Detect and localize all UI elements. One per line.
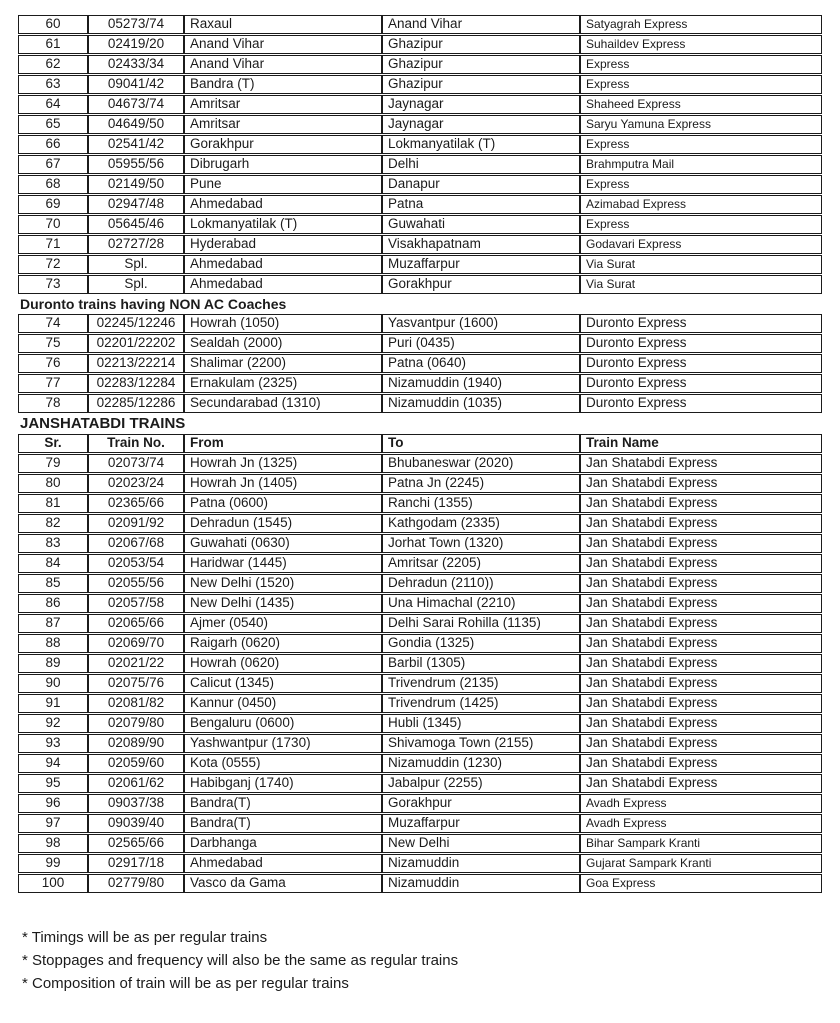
cell-from: New Delhi (1435) [184,594,382,613]
table-row [18,15,822,34]
cell-from: Raxaul [184,15,382,34]
cell-sr: 97 [18,814,88,833]
cell-sr: 76 [18,354,88,373]
cell-name: Saryu Yamuna Express [580,115,822,134]
cell-to: Muzaffarpur [382,255,580,274]
cell-no: 02021/22 [88,654,184,673]
cell-from: Amritsar [184,115,382,134]
cell-no: 02073/74 [88,454,184,473]
cell-to: Jaynagar [382,95,580,114]
cell-from: Pune [184,175,382,194]
cell-sr: 61 [18,35,88,54]
cell-to: Hubli (1345) [382,714,580,733]
cell-sr: 83 [18,534,88,553]
cell-to: Nizamuddin (1035) [382,394,580,413]
cell-no: 02067/68 [88,534,184,553]
cell-sr: 74 [18,314,88,333]
cell-name: Bihar Sampark Kranti [580,834,822,853]
cell-name: Shaheed Express [580,95,822,114]
cell-to: New Delhi [382,834,580,853]
cell-from: Bengaluru (0600) [184,714,382,733]
cell-to: Lokmanyatilak (T) [382,135,580,154]
cell-name: Avadh Express [580,814,822,833]
cell-name: Godavari Express [580,235,822,254]
cell-name: Jan Shatabdi Express [580,554,822,573]
cell-from: Guwahati (0630) [184,534,382,553]
cell-from: New Delhi (1520) [184,574,382,593]
cell-to: Ghazipur [382,55,580,74]
cell-sr: 96 [18,794,88,813]
cell-no: 02565/66 [88,834,184,853]
cell-no: 02065/66 [88,614,184,633]
cell-no: 05645/46 [88,215,184,234]
cell-to: Una Himachal (2210) [382,594,580,613]
cell-sr: 84 [18,554,88,573]
cell-no: 02727/28 [88,235,184,254]
cell-sr: 99 [18,854,88,873]
table-row [18,734,822,753]
cell-to: Nizamuddin [382,874,580,893]
table-row [18,275,822,294]
table-row [18,135,822,154]
cell-name: Duronto Express [580,374,822,393]
cell-name: Azimabad Express [580,195,822,214]
cell-name: Express [580,175,822,194]
table-row [18,694,822,713]
cell-name: Jan Shatabdi Express [580,754,822,773]
table-row [18,554,822,573]
train-table-janshatabdi [18,433,822,894]
cell-name: Jan Shatabdi Express [580,774,822,793]
table-row [18,195,822,214]
cell-from: Darbhanga [184,834,382,853]
table-row [18,474,822,493]
cell-sr: 72 [18,255,88,274]
cell-to: Yasvantpur (1600) [382,314,580,333]
section-header-duronto: Duronto trains having NON AC Coaches [20,296,287,312]
cell-to: Danapur [382,175,580,194]
cell-name: Jan Shatabdi Express [580,574,822,593]
cell-from: Ahmedabad [184,854,382,873]
train-table-duronto [18,313,822,414]
cell-name: Duronto Express [580,334,822,353]
cell-sr: 73 [18,275,88,294]
cell-sr: 65 [18,115,88,134]
cell-no: 02419/20 [88,35,184,54]
table-row [18,235,822,254]
cell-no: 02053/54 [88,554,184,573]
cell-no: 04649/50 [88,115,184,134]
footnotes [18,926,822,995]
cell-name: Jan Shatabdi Express [580,594,822,613]
table-row [18,794,822,813]
table-row [18,654,822,673]
cell-no: 09039/40 [88,814,184,833]
cell-sr: 70 [18,215,88,234]
cell-to: Ghazipur [382,35,580,54]
cell-from: Sealdah (2000) [184,334,382,353]
cell-no: 02779/80 [88,874,184,893]
cell-to: Barbil (1305) [382,654,580,673]
cell-sr: 95 [18,774,88,793]
cell-to: Dehradun (2110)) [382,574,580,593]
cell-from: Ahmedabad [184,275,382,294]
cell-name: Duronto Express [580,354,822,373]
cell-name: Jan Shatabdi Express [580,734,822,753]
cell-no: 02283/12284 [88,374,184,393]
cell-name: Jan Shatabdi Express [580,514,822,533]
cell-from: Ernakulam (2325) [184,374,382,393]
cell-from: Howrah (0620) [184,654,382,673]
table-row [18,354,822,373]
table-row [18,634,822,653]
cell-no: 02061/62 [88,774,184,793]
cell-no: 02917/18 [88,854,184,873]
cell-name: Suhaildev Express [580,35,822,54]
cell-name: Express [580,55,822,74]
cell-no: 02023/24 [88,474,184,493]
cell-from: Ahmedabad [184,195,382,214]
cell-sr: 66 [18,135,88,154]
cell-no: 02055/56 [88,574,184,593]
cell-name: Jan Shatabdi Express [580,614,822,633]
cell-from: Bandra (T) [184,75,382,94]
cell-to: Anand Vihar [382,15,580,34]
cell-no: 02081/82 [88,694,184,713]
cell-name: Express [580,135,822,154]
col-header-from: From [184,434,382,453]
train-table-regular-continued [18,14,822,295]
cell-from: Bandra(T) [184,814,382,833]
cell-from: Ajmer (0540) [184,614,382,633]
cell-from: Patna (0600) [184,494,382,513]
cell-sr: 79 [18,454,88,473]
cell-sr: 87 [18,614,88,633]
cell-to: Gorakhpur [382,275,580,294]
cell-sr: 75 [18,334,88,353]
cell-sr: 98 [18,834,88,853]
cell-to: Visakhapatnam [382,235,580,254]
table-row [18,454,822,473]
cell-sr: 90 [18,674,88,693]
table-row [18,255,822,274]
cell-no: Spl. [88,255,184,274]
cell-from: Bandra(T) [184,794,382,813]
cell-to: Kathgodam (2335) [382,514,580,533]
table-row [18,55,822,74]
cell-to: Puri (0435) [382,334,580,353]
cell-name: Express [580,75,822,94]
cell-sr: 88 [18,634,88,653]
cell-sr: 100 [18,874,88,893]
cell-no: 02079/80 [88,714,184,733]
cell-sr: 64 [18,95,88,114]
table-row [18,95,822,114]
table-row [18,374,822,393]
cell-from: Dehradun (1545) [184,514,382,533]
cell-to: Trivendrum (1425) [382,694,580,713]
cell-name: Duronto Express [580,394,822,413]
cell-name: Jan Shatabdi Express [580,674,822,693]
cell-name: Brahmputra Mail [580,155,822,174]
table-row [18,494,822,513]
cell-to: Gorakhpur [382,794,580,813]
cell-name: Avadh Express [580,794,822,813]
cell-from: Dibrugarh [184,155,382,174]
table-row [18,514,822,533]
cell-sr: 63 [18,75,88,94]
table-row [18,594,822,613]
cell-to: Amritsar (2205) [382,554,580,573]
cell-no: 02075/76 [88,674,184,693]
cell-sr: 69 [18,195,88,214]
cell-no: 02947/48 [88,195,184,214]
table-row [18,394,822,413]
cell-from: Howrah Jn (1325) [184,454,382,473]
cell-sr: 68 [18,175,88,194]
cell-from: Raigarh (0620) [184,634,382,653]
cell-no: 02365/66 [88,494,184,513]
table-row [18,814,822,833]
cell-from: Ahmedabad [184,255,382,274]
cell-name: Duronto Express [580,314,822,333]
cell-sr: 71 [18,235,88,254]
table-row [18,334,822,353]
cell-from: Secundarabad (1310) [184,394,382,413]
cell-to: Jabalpur (2255) [382,774,580,793]
cell-no: 02433/34 [88,55,184,74]
cell-from: Kota (0555) [184,754,382,773]
cell-from: Gorakhpur [184,135,382,154]
cell-to: Muzaffarpur [382,814,580,833]
cell-no: 02285/12286 [88,394,184,413]
cell-no: 09041/42 [88,75,184,94]
cell-sr: 92 [18,714,88,733]
table-row [18,534,822,553]
cell-from: Howrah (1050) [184,314,382,333]
column-header-row [18,434,822,453]
cell-from: Kannur (0450) [184,694,382,713]
cell-sr: 82 [18,514,88,533]
table-row [18,774,822,793]
col-header-sr: Sr. [18,434,88,453]
table-row [18,614,822,633]
cell-from: Yashwantpur (1730) [184,734,382,753]
cell-no: 05955/56 [88,155,184,174]
cell-no: 02089/90 [88,734,184,753]
cell-no: 05273/74 [88,15,184,34]
cell-name: Jan Shatabdi Express [580,694,822,713]
col-header-train-no: Train No. [88,434,184,453]
cell-name: Express [580,215,822,234]
cell-name: Gujarat Sampark Kranti [580,854,822,873]
cell-no: 09037/38 [88,794,184,813]
table-row [18,854,822,873]
cell-sr: 80 [18,474,88,493]
cell-to: Jorhat Town (1320) [382,534,580,553]
cell-name: Jan Shatabdi Express [580,654,822,673]
cell-to: Nizamuddin (1940) [382,374,580,393]
cell-sr: 91 [18,694,88,713]
cell-from: Vasco da Gama [184,874,382,893]
cell-to: Ghazipur [382,75,580,94]
cell-to: Guwahati [382,215,580,234]
cell-name: Jan Shatabdi Express [580,474,822,493]
cell-to: Delhi Sarai Rohilla (1135) [382,614,580,633]
cell-from: Habibganj (1740) [184,774,382,793]
cell-sr: 67 [18,155,88,174]
cell-sr: 86 [18,594,88,613]
cell-from: Howrah Jn (1405) [184,474,382,493]
cell-to: Patna [382,195,580,214]
table-row [18,155,822,174]
cell-from: Amritsar [184,95,382,114]
cell-to: Jaynagar [382,115,580,134]
table-row [18,874,822,893]
cell-to: Bhubaneswar (2020) [382,454,580,473]
table-row [18,834,822,853]
cell-name: Jan Shatabdi Express [580,634,822,653]
footnote-timings: * Timings will be as per regular trains [22,929,268,946]
cell-no: 02091/92 [88,514,184,533]
section-header-janshatabdi: JANSHATABDI TRAINS [20,415,186,432]
cell-to: Nizamuddin [382,854,580,873]
cell-no: 02541/42 [88,135,184,154]
table-row [18,674,822,693]
cell-no: 02149/50 [88,175,184,194]
cell-sr: 85 [18,574,88,593]
cell-from: Lokmanyatilak (T) [184,215,382,234]
cell-sr: 78 [18,394,88,413]
cell-name: Via Surat [580,275,822,294]
table-row [18,574,822,593]
cell-no: 02069/70 [88,634,184,653]
cell-sr: 60 [18,15,88,34]
cell-name: Goa Express [580,874,822,893]
footnote-stoppages: * Stoppages and frequency will also be the same as regular trains [22,952,459,969]
table-row [18,215,822,234]
cell-name: Jan Shatabdi Express [580,714,822,733]
cell-name: Jan Shatabdi Express [580,454,822,473]
cell-no: 02057/58 [88,594,184,613]
col-header-train-name: Train Name [580,434,822,453]
cell-name: Satyagrah Express [580,15,822,34]
cell-name: Via Surat [580,255,822,274]
cell-from: Calicut (1345) [184,674,382,693]
cell-from: Shalimar (2200) [184,354,382,373]
cell-from: Anand Vihar [184,35,382,54]
footnote-composition: * Composition of train will be as per regular trains [22,975,349,992]
cell-name: Jan Shatabdi Express [580,494,822,513]
cell-name: Jan Shatabdi Express [580,534,822,553]
cell-to: Shivamoga Town (2155) [382,734,580,753]
cell-no: 02059/60 [88,754,184,773]
cell-sr: 94 [18,754,88,773]
table-row [18,714,822,733]
table-row [18,175,822,194]
cell-to: Delhi [382,155,580,174]
cell-sr: 93 [18,734,88,753]
table-row [18,75,822,94]
cell-sr: 62 [18,55,88,74]
cell-no: 02201/22202 [88,334,184,353]
cell-to: Trivendrum (2135) [382,674,580,693]
table-row [18,754,822,773]
cell-sr: 77 [18,374,88,393]
cell-from: Anand Vihar [184,55,382,74]
cell-from: Hyderabad [184,235,382,254]
cell-to: Gondia (1325) [382,634,580,653]
cell-to: Patna Jn (2245) [382,474,580,493]
cell-no: 04673/74 [88,95,184,114]
cell-to: Nizamuddin (1230) [382,754,580,773]
table-row [18,35,822,54]
table-row [18,314,822,333]
cell-sr: 89 [18,654,88,673]
cell-no: 02245/12246 [88,314,184,333]
cell-sr: 81 [18,494,88,513]
cell-no: 02213/22214 [88,354,184,373]
cell-to: Ranchi (1355) [382,494,580,513]
cell-from: Haridwar (1445) [184,554,382,573]
cell-to: Patna (0640) [382,354,580,373]
table-row [18,115,822,134]
cell-no: Spl. [88,275,184,294]
col-header-to: To [382,434,580,453]
